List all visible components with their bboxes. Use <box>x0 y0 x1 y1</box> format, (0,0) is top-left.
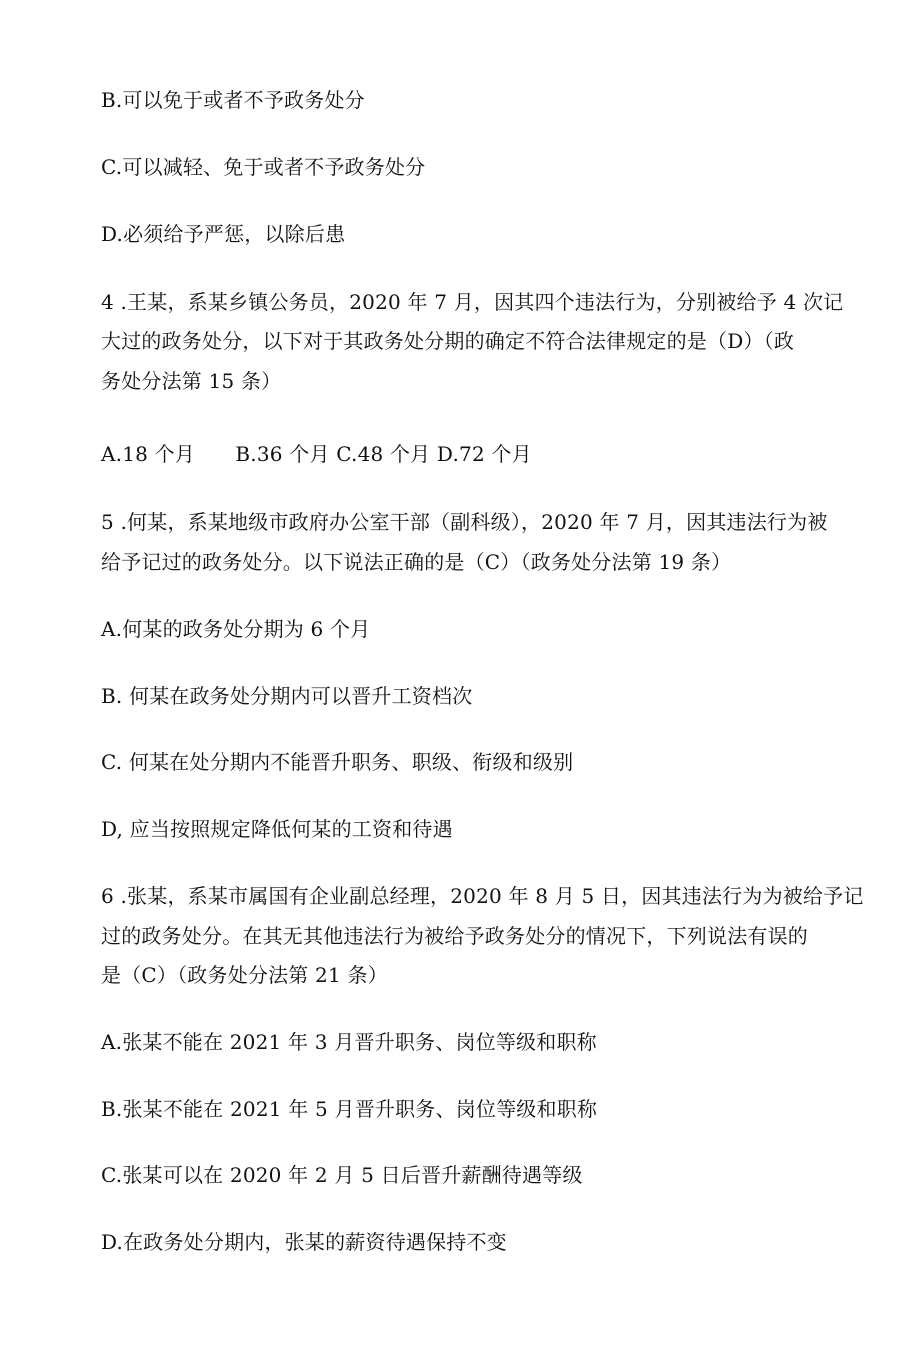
option-5d: D, 应当按照规定降低何某的工资和待遇 <box>101 817 453 841</box>
option-6c: C.张某可以在 2020 年 2 月 5 日后晋升薪酬待遇等级 <box>101 1163 583 1187</box>
question-5-line-1: 5 .何某，系某地级市政府办公室干部（副科级），2020 年 7 月，因其违法行为被 <box>101 510 828 534</box>
question-6-line-3: 是（C）（政务处分法第 21 条） <box>101 963 388 987</box>
option-5b: B. 何某在政务处分期内可以晋升工资档次 <box>101 684 473 708</box>
question-5-line-2: 给予记过的政务处分。以下说法正确的是（C）（政务处分法第 19 条） <box>101 550 732 574</box>
option-3d: D.必须给予严惩，以除后患 <box>101 222 346 246</box>
option-3b: B.可以免于或者不予政务处分 <box>101 88 365 112</box>
option-5c: C. 何某在处分期内不能晋升职务、职级、衔级和级别 <box>101 750 574 774</box>
option-6d: D.在政务处分期内，张某的薪资待遇保持不变 <box>101 1230 507 1254</box>
question-4-line-3: 务处分法第 15 条） <box>101 369 282 393</box>
question-6-line-1: 6 .张某，系某市属国有企业副总经理，2020 年 8 月 5 日，因其违法行为为被给予记 <box>101 884 864 908</box>
question-4-line-1: 4 .王某，系某乡镇公务员，2020 年 7 月，因其四个违法行为，分别被给予 4 次记 <box>101 290 844 314</box>
question-4-line-2: 大过的政务处分，以下对于其政务处分期的确定不符合法律规定的是（D）（政 <box>101 329 795 353</box>
option-6b: B.张某不能在 2021 年 5 月晋升职务、岗位等级和职称 <box>101 1097 598 1121</box>
option-5a: A.何某的政务处分期为 6 个月 <box>101 617 371 641</box>
question-4-options: A.18 个月 B.36 个月 C.48 个月 D.72 个月 <box>101 442 532 466</box>
option-3c: C.可以减轻、免于或者不予政务处分 <box>101 155 426 179</box>
option-6a: A.张某不能在 2021 年 3 月晋升职务、岗位等级和职称 <box>101 1030 597 1054</box>
question-6-line-2: 过的政务处分。在其无其他违法行为被给予政务处分的情况下，下列说法有误的 <box>101 924 808 948</box>
